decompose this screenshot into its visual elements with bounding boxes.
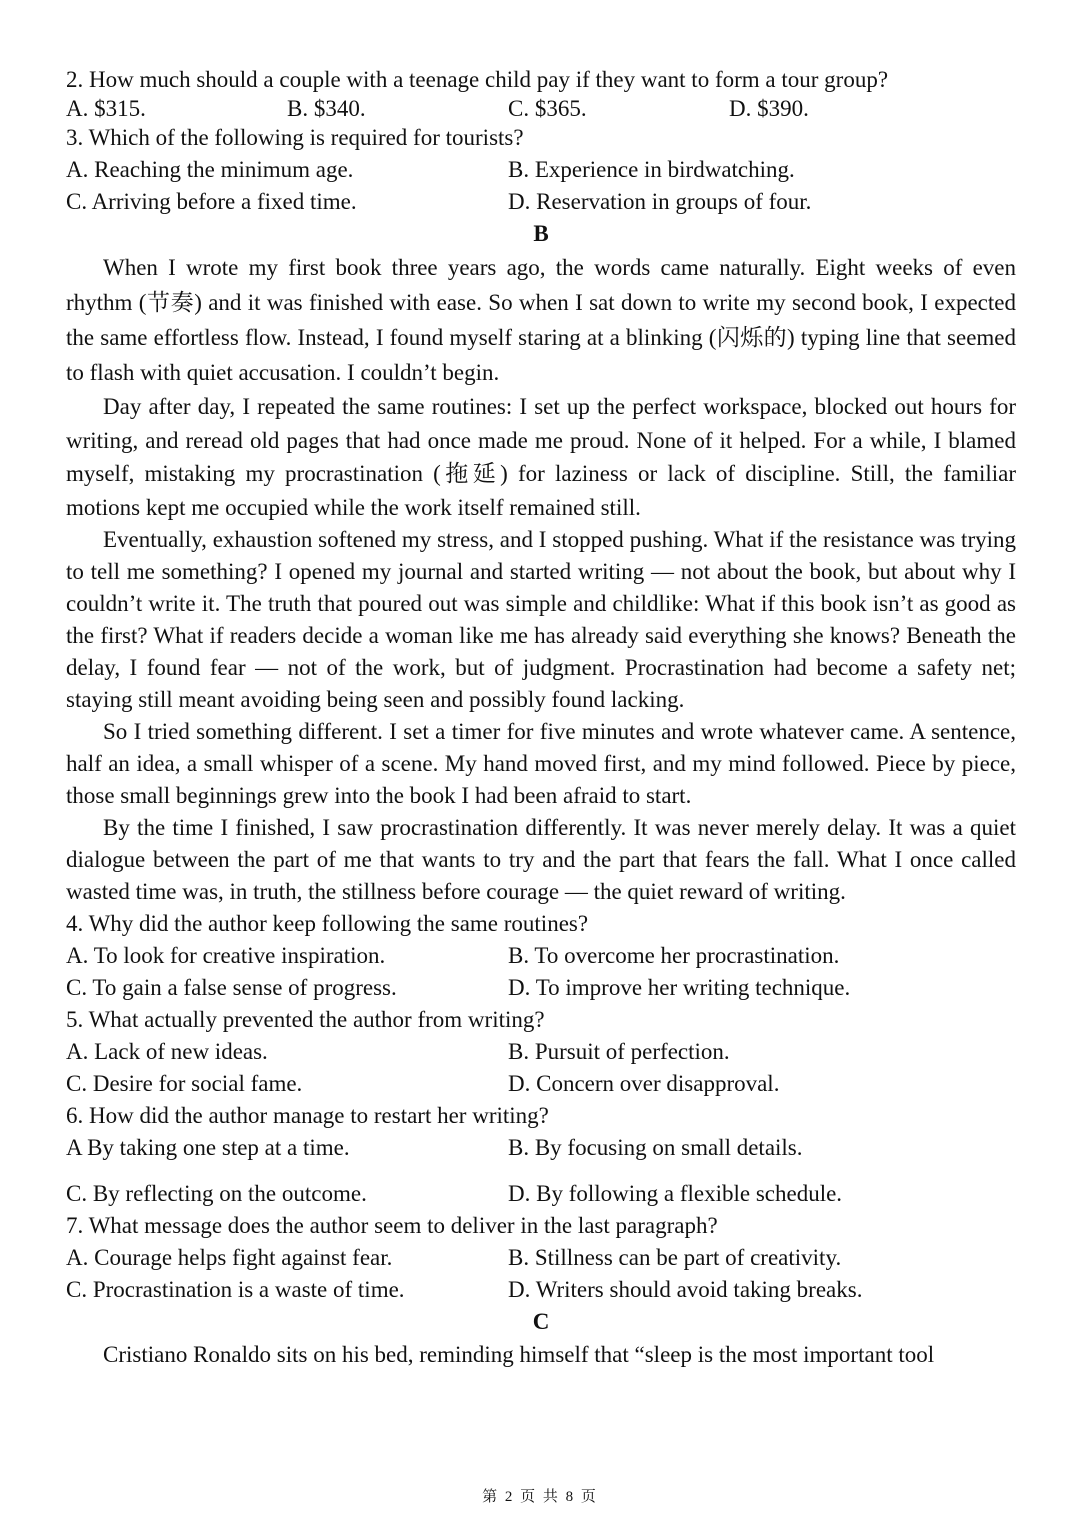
option-row: [66, 154, 1016, 186]
passage-paragraph-2: Day after day, I repeated the same routines: I set up the perfect workspace, blocked out hours for writing, and reread old pages that had once made me proud. None of it helped. For a while, I blamed myself, mistaking my procrastination (拖延) for laziness or lack of discipline. Still, the familiar motions kept me occupied while the work itself remained still.: [66, 394, 1016, 520]
option-c: C. Procrastination is a waste of time.: [66, 1277, 405, 1302]
question-stem: 6. How did the author manage to restart her writing?: [66, 1103, 549, 1128]
option-a: A. Courage helps fight against fear.: [66, 1245, 393, 1270]
option-row: [66, 96, 1016, 122]
option-row: [66, 186, 1016, 218]
option-d: D. $390.: [729, 96, 809, 121]
option-a: A. Lack of new ideas.: [66, 1039, 268, 1064]
option-c: C. By reflecting on the outcome.: [66, 1181, 367, 1206]
page-footer: 第 2 页 共 8 页: [482, 1489, 598, 1505]
option-row: [66, 940, 1016, 972]
option-d: D. By following a flexible schedule.: [508, 1181, 843, 1206]
question-stem: 5. What actually prevented the author from writing?: [66, 1007, 545, 1032]
section-heading-b: B: [533, 221, 549, 246]
option-row: [66, 1068, 1016, 1100]
option-d: D. Writers should avoid taking breaks.: [508, 1277, 863, 1302]
option-b: B. Pursuit of perfection.: [508, 1039, 730, 1064]
option-b: B. By focusing on small details.: [508, 1135, 803, 1160]
section-heading-c: C: [532, 1309, 550, 1334]
passage-paragraph-5: By the time I finished, I saw procrastination differently. It was never merely delay. It was a quiet dialogue between the part of me that wants to try and the part that fears the fall. What I once called wasted time was, in truth, the stillness before courage — the quiet reward of writing.: [66, 815, 1016, 904]
option-c: C. Arriving before a fixed time.: [66, 189, 357, 214]
option-b: B. Experience in birdwatching.: [508, 157, 795, 182]
passage-paragraph-4: So I tried something different. I set a timer for five minutes and wrote whatever came. A sentence, half an idea, a small whisper of a scene. My hand moved first, and my mind followed. Piece by piece, those small beginnings grew into the book I had been afraid to start.: [66, 719, 1016, 808]
option-c: C. To gain a false sense of progress.: [66, 975, 397, 1000]
question-stem: 4. Why did the author keep following the same routines?: [66, 911, 589, 936]
passage-c-first-line: Cristiano Ronaldo sits on his bed, reminding himself that “sleep is the most important tool: [103, 1342, 935, 1367]
option-row: [66, 1132, 1016, 1178]
question-stem: 2. How much should a couple with a teenage child pay if they want to form a tour group?: [66, 67, 889, 92]
option-row: [66, 1036, 1016, 1068]
option-a: A. To look for creative inspiration.: [66, 943, 386, 968]
option-b: B. $340.: [287, 96, 366, 121]
option-a: A. Reaching the minimum age.: [66, 157, 354, 182]
option-row: [66, 1242, 1016, 1274]
option-row: [66, 1274, 1016, 1306]
option-a: A. $315.: [66, 96, 146, 121]
option-c: C. Desire for social fame.: [66, 1071, 303, 1096]
option-c: C. $365.: [508, 96, 587, 121]
question-stem: 7. What message does the author seem to deliver in the last paragraph?: [66, 1213, 718, 1238]
option-d: D. Concern over disapproval.: [508, 1071, 780, 1096]
option-row: [66, 1178, 1016, 1210]
option-b: B. Stillness can be part of creativity.: [508, 1245, 842, 1270]
passage-paragraph-3: Eventually, exhaustion softened my stress, and I stopped pushing. What if the resistance was trying to tell me something? I opened my journal and started writing — not about the book, but about why I couldn’t write it. The truth that poured out was simple and childlike: What if this book isn’t as good as the first? What if readers decide a woman like me has already said everything she knows? Beneath the delay, I found fear — not of the work, but of judgment. Procrastination had become a safety net; staying still meant avoiding being seen and possibly found lacking.: [66, 527, 1016, 712]
option-d: D. Reservation in groups of four.: [508, 189, 812, 214]
option-b: B. To overcome her procrastination.: [508, 943, 840, 968]
question-stem: 3. Which of the following is required for tourists?: [66, 125, 524, 150]
option-row: [66, 972, 1016, 1004]
option-a: A By taking one step at a time.: [66, 1135, 350, 1160]
exam-page: [66, 64, 1016, 1372]
option-d: D. To improve her writing technique.: [508, 975, 851, 1000]
passage-paragraph-1: When I wrote my first book three years ago, the words came naturally. Eight weeks of even rhythm (节奏) and it was finished with ease. So when I sat down to write my second book, I expected the same effortless flow. Instead, I found myself staring at a blinking (闪烁的) typing line that seemed to flash with quiet accusation. I couldn’t begin.: [66, 255, 1016, 385]
